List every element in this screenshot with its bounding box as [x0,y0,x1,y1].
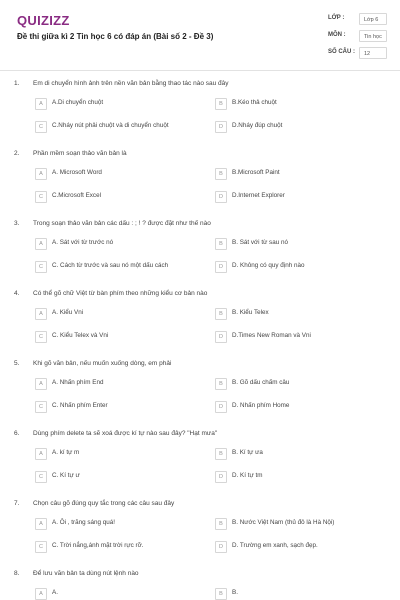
option-letter-box: A [35,448,47,460]
option-letter-box: C [35,121,47,133]
option-text: D. Không có quy định nào [232,262,305,269]
option-letter-box: B [215,98,227,110]
option-b[interactable] [215,378,375,390]
option-letter-box: B [215,588,227,600]
question-number: 6. [14,430,20,437]
option-letter-box: D [215,191,227,203]
class-label: LỚP : [328,15,345,21]
option-text: D.Times New Roman và Vni [232,332,311,339]
option-text: B. Kí tự ưa [232,449,263,456]
option-text: D. Nhấn phím Home [232,402,290,409]
option-letter-box: B [215,168,227,180]
option-letter-box: C [35,541,47,553]
option-letter-box: C [35,331,47,343]
question-number: 5. [14,360,20,367]
option-text: C. Kí tự ư [52,472,80,479]
option-c[interactable] [35,401,195,413]
option-letter-box: C [35,191,47,203]
question-number: 8. [14,570,20,577]
option-b[interactable] [215,518,375,530]
option-b[interactable] [215,168,375,180]
meta-info [328,13,388,64]
option-text: B. Nước Việt Nam (thủ đô là Hà Nội) [232,519,335,526]
option-b[interactable] [215,448,375,460]
option-text: D. Kí tự tm [232,472,263,479]
class-value-field: Lớp 6 [359,13,387,25]
option-d[interactable] [215,471,375,483]
question-1 [0,80,400,150]
question-7 [0,500,400,570]
question-number: 2. [14,150,20,157]
question-text: Dùng phím delete ta sẽ xoá được kí tự nào sau đây? "Hạt mưa" [33,430,218,437]
option-letter-box: D [215,471,227,483]
option-text: D.Nháy đúp chuột [232,122,283,129]
option-text: B.Kéo thả chuột [232,99,277,106]
subject-value-field: Tin học [359,30,387,42]
option-text: A. kí tự m [52,449,80,456]
option-letter-box: B [215,308,227,320]
question-number: 4. [14,290,20,297]
option-d[interactable] [215,121,375,133]
option-text: B. [232,589,238,596]
option-letter-box: D [215,261,227,273]
option-a[interactable] [35,308,195,320]
option-a[interactable] [35,448,195,460]
meta-row-subject [328,30,388,44]
question-text: Phần mềm soạn thảo văn bản là [33,150,127,157]
option-letter-box: D [215,121,227,133]
option-text: C. Nhấn phím Enter [52,402,108,409]
option-text: A.Di chuyển chuột [52,99,104,106]
option-a[interactable] [35,518,195,530]
option-text: A. [52,589,58,596]
option-letter-box: A [35,588,47,600]
question-3 [0,220,400,290]
option-a[interactable] [35,168,195,180]
subject-label: MÔN : [328,32,346,38]
option-letter-box: C [35,471,47,483]
question-4 [0,290,400,360]
option-b[interactable] [215,238,375,250]
question-text: Để lưu văn bản ta dùng nút lệnh nào [33,570,139,577]
option-text: D. Trường em xanh, sạch đẹp. [232,542,318,549]
option-letter-box: A [35,518,47,530]
option-letter-box: A [35,98,47,110]
option-c[interactable] [35,471,195,483]
option-letter-box: C [35,401,47,413]
option-text: B.Microsoft Paint [232,169,280,176]
option-c[interactable] [35,331,195,343]
option-text: C.Microsoft Excel [52,192,101,199]
header-divider [0,70,400,71]
option-text: D.Internet Explorer [232,192,285,199]
document-title: Đề thi giữa kì 2 Tin học 6 có đáp án (Bài số 2 - Đề 3) [17,32,214,41]
meta-row-count [328,47,388,61]
option-a[interactable] [35,588,195,600]
option-a[interactable] [35,238,195,250]
option-a[interactable] [35,378,195,390]
option-letter-box: A [35,238,47,250]
question-6 [0,430,400,500]
option-letter-box: D [215,541,227,553]
question-text: Chọn câu gõ đúng quy tắc trong các câu sau đây [33,500,175,507]
option-letter-box: A [35,168,47,180]
question-count-label: SỐ CÂU : [328,49,355,55]
option-letter-box: D [215,331,227,343]
option-text: B. Gõ dấu chấm câu [232,379,290,386]
question-text: Có thể gõ chữ Việt từ bàn phím theo những kiểu cơ bản nào [33,290,208,297]
option-d[interactable] [215,541,375,553]
question-number: 1. [14,80,20,87]
question-text: Trong soạn thảo văn bản các dấu : ; ! ? được đặt như thế nào [33,220,211,227]
option-letter-box: B [215,238,227,250]
option-text: A. Nhấn phím End [52,379,104,386]
option-a[interactable] [35,98,195,110]
option-text: C.Nháy nút phải chuột và di chuyển chuột [52,122,169,129]
option-letter-box: A [35,378,47,390]
option-d[interactable] [215,191,375,203]
option-b[interactable] [215,588,375,600]
option-c[interactable] [35,541,195,553]
option-d[interactable] [215,401,375,413]
option-letter-box: B [215,518,227,530]
question-count-value-field: 12 [359,47,387,59]
option-text: A. Microsoft Word [52,169,102,176]
option-letter-box: B [215,448,227,460]
option-text: A. Sát với từ trước nó [52,239,114,246]
question-text: Khi gõ văn bản, nếu muốn xuống dòng, em phải [33,360,172,367]
question-number: 3. [14,220,20,227]
option-c[interactable] [35,121,195,133]
question-number: 7. [14,500,20,507]
option-c[interactable] [35,191,195,203]
option-letter-box: A [35,308,47,320]
question-8 [0,570,400,600]
question-text: Em di chuyển hình ảnh trên nền văn bản bằng thao tác nào sau đây [33,80,229,87]
question-5 [0,360,400,430]
meta-row-class [328,13,388,27]
option-letter-box: B [215,378,227,390]
option-text: C. Trời nắng,ánh mặt trời rực rỡ. [52,542,144,549]
question-2 [0,150,400,220]
option-d[interactable] [215,331,375,343]
option-b[interactable] [215,98,375,110]
option-text: A. Ôi , trăng sáng quá! [52,519,116,526]
document-header [0,0,400,70]
option-c[interactable] [35,261,195,273]
option-text: B. Sát với từ sau nó [232,239,288,246]
option-letter-box: D [215,401,227,413]
option-text: A. Kiểu Vni [52,309,84,316]
option-text: B. Kiểu Telex [232,309,269,316]
quizizz-logo[interactable]: QUIZIZZ [17,13,70,28]
option-letter-box: C [35,261,47,273]
option-b[interactable] [215,308,375,320]
option-d[interactable] [215,261,375,273]
option-text: C. Cách từ trước và sau nó một dấu cách [52,262,169,269]
option-text: C. Kiểu Telex và Vni [52,332,109,339]
